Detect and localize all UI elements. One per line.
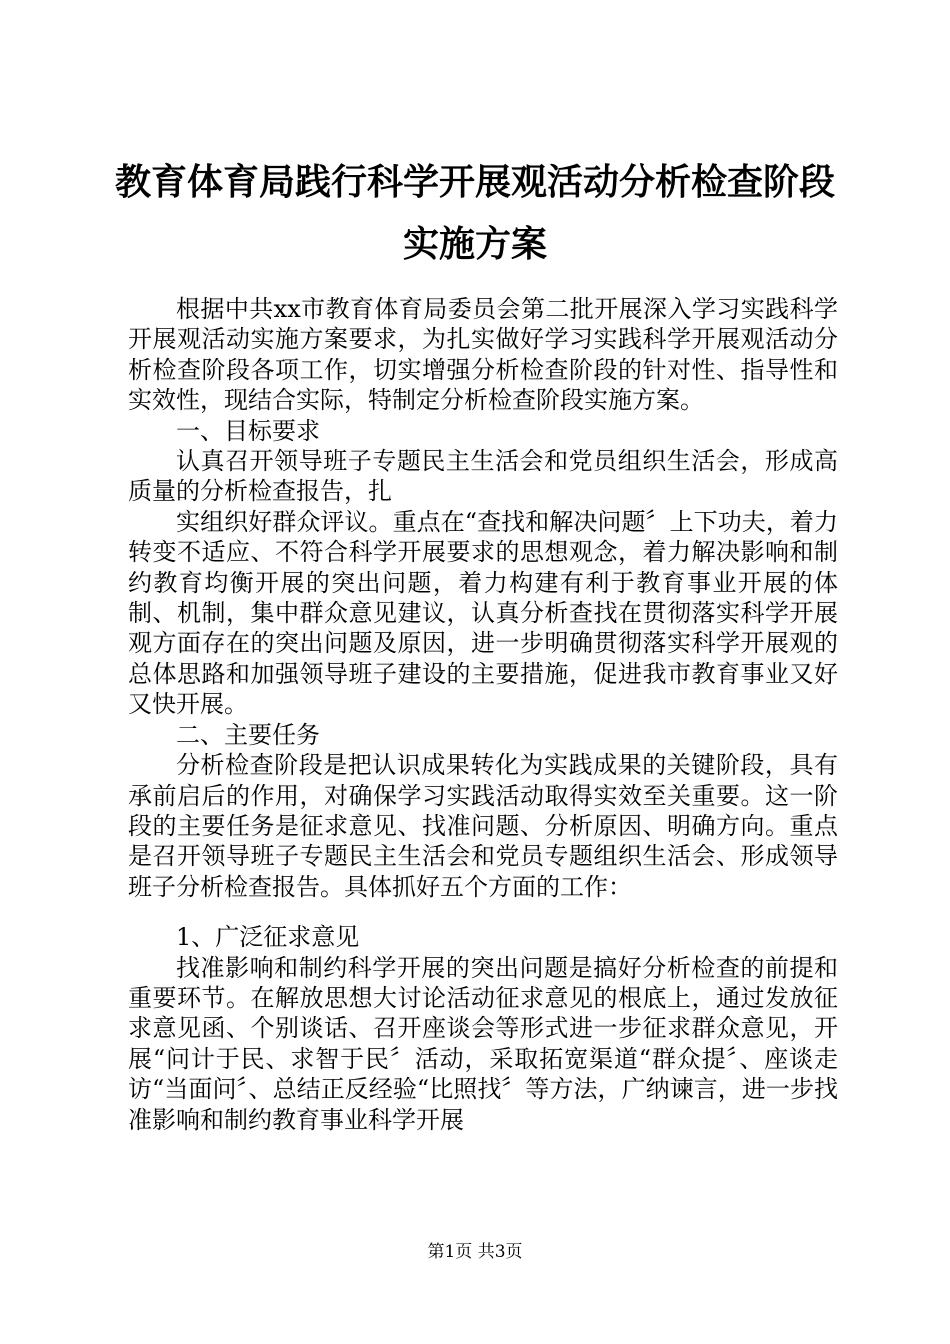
paragraph-goals-1: 认真召开领导班子专题民主生活会和党员组织生活会，形成高质量的分析检查报告，扎 [128,447,838,506]
section-heading-tasks: 二、主要任务 [176,720,320,749]
paragraph-tasks: 分析检查阶段是把认识成果转化为实践成果的关键阶段，具有承前启后的作用，对确保学习实践活动取得实效至关重要。这一阶段的主要任务是征求意见、找准问题、分析原因、明确方向。重点是召开领导班子专题民主生活会和党员专题组织生活会、形成领导班子分析检查报告。具体抓好五个方面的工作： [128,751,838,901]
subsection-heading-opinions: 1、广泛征求意见 [176,923,360,952]
document-body [128,294,838,1135]
section-heading-goals: 一、目标要求 [176,416,320,445]
paragraph-goals-2: 实组织好群众评议。重点在“查找和解决问题〞上下功夫，着力转变不适应、不符合科学开展要求的思想观念，着力解决影响和制约教育均衡开展的突出问题，着力构建有利于教育事业开展的体制、机制，集中群众意见建议，认真分析查找在贯彻落实科学开展观方面存在的突出问题及原因，进一步明确贯彻落实科学开展观的总体思路和加强领导班子建设的主要措施，促进我市教育事业又好又快开展。 [128,507,838,719]
document-title-line-2: 实施方案 [402,223,547,265]
spacer [128,902,838,922]
document-title-line-1: 教育体育局践行科学开展观活动分析检查阶段 [114,161,835,203]
paragraph-opinions: 找准影响和制约科学开展的突出问题是搞好分析检查的前提和重要环节。在解放思想大讨论活动征求意见的根底上，通过发放征求意见函、个别谈话、召开座谈会等形式进一步征求群众意见，开展“问计于民、求智于民〞活动，采取拓宽渠道“群众提〞、座谈走访“当面问〞、总结正反经验“比照找〞等方法，广纳谏言，进一步找准影响和制约教育事业科学开展 [128,953,838,1134]
paragraph-intro: 根据中共xx市教育体育局委员会第二批开展深入学习实践科学开展观活动实施方案要求，为扎实做好学习实践科学开展观活动分析检查阶段各项工作，切实增强分析检查阶段的针对性、指导性和实效性，现结合实际，特制定分析检查阶段实施方案。 [128,295,838,415]
page-number-footer: 第1页 共3页 [427,1242,523,1262]
